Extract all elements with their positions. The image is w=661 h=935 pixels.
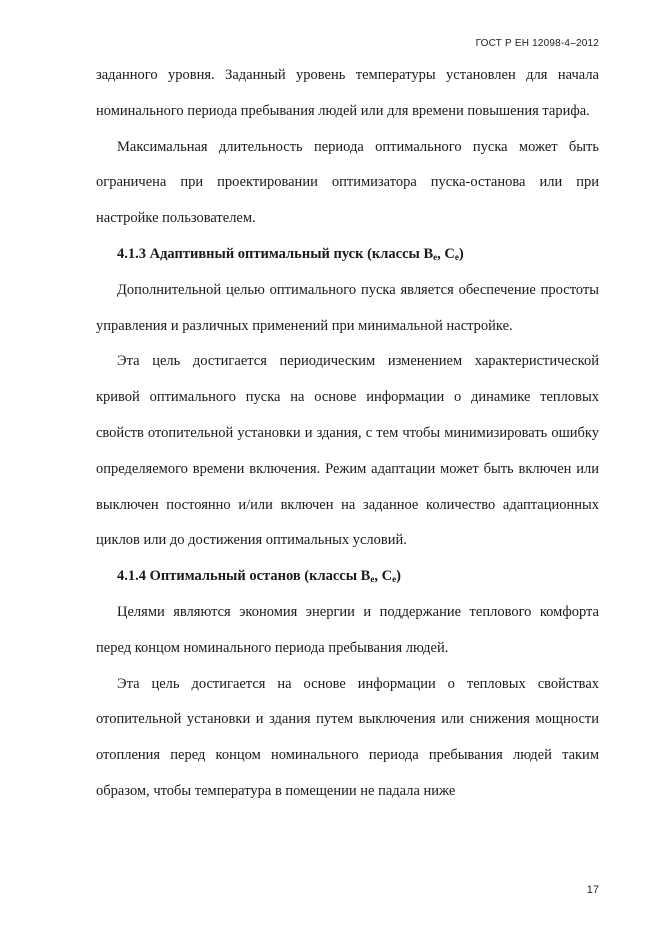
section-heading-4-1-3: 4.1.3 Адаптивный оптимальный пуск (классы $B_e$, $C_e$): [117, 245, 464, 262]
page-number: 17: [586, 884, 599, 896]
paragraph-adaptive-goal: Дополнительной целью оптимального пуска является обеспечение простоты управления и различных применений при минимальной настройке.: [96, 281, 599, 334]
paragraph-max-duration: Максимальная длительность периода оптимального пуска может быть ограничена при проектировании оптимизатора пуска-останова или при настройке пользователем.: [96, 138, 599, 227]
section-heading-4-1-4: 4.1.4 Оптимальный останов (классы $B_e$, $C_e$): [117, 568, 401, 585]
document-code: ГОСТ Р ЕН 12098-4–2012: [475, 38, 599, 49]
paragraph-stop-method: Эта цель достигается на основе информации о тепловых свойствах отопительной установки и здания путем выключения или снижения мощности отопления перед концом номинального периода пребывания людей таким образом, чтобы температура в помещении не падала ниже: [96, 675, 599, 799]
paragraph-adaptive-method: Эта цель достигается периодическим изменением характеристической кривой оптимального пуска на основе информации о динамике тепловых свойств отопительной установки и здания, с тем чтобы минимизировать ошибку определяемого времени включения. Режим адаптации может быть включен или выключен постоянно и/или включен на заданное количество адаптационных циклов или до достижения оптимальных условий.: [96, 353, 599, 549]
paragraph-continuation: заданного уровня. Заданный уровень температуры установлен для начала номинального периода пребывания людей или для времени повышения тарифа.: [96, 67, 599, 119]
paragraph-stop-goal: Целями являются экономия энергии и поддержание теплового комфорта перед концом номинального периода пребывания людей.: [96, 603, 599, 656]
body-text: [96, 58, 599, 810]
